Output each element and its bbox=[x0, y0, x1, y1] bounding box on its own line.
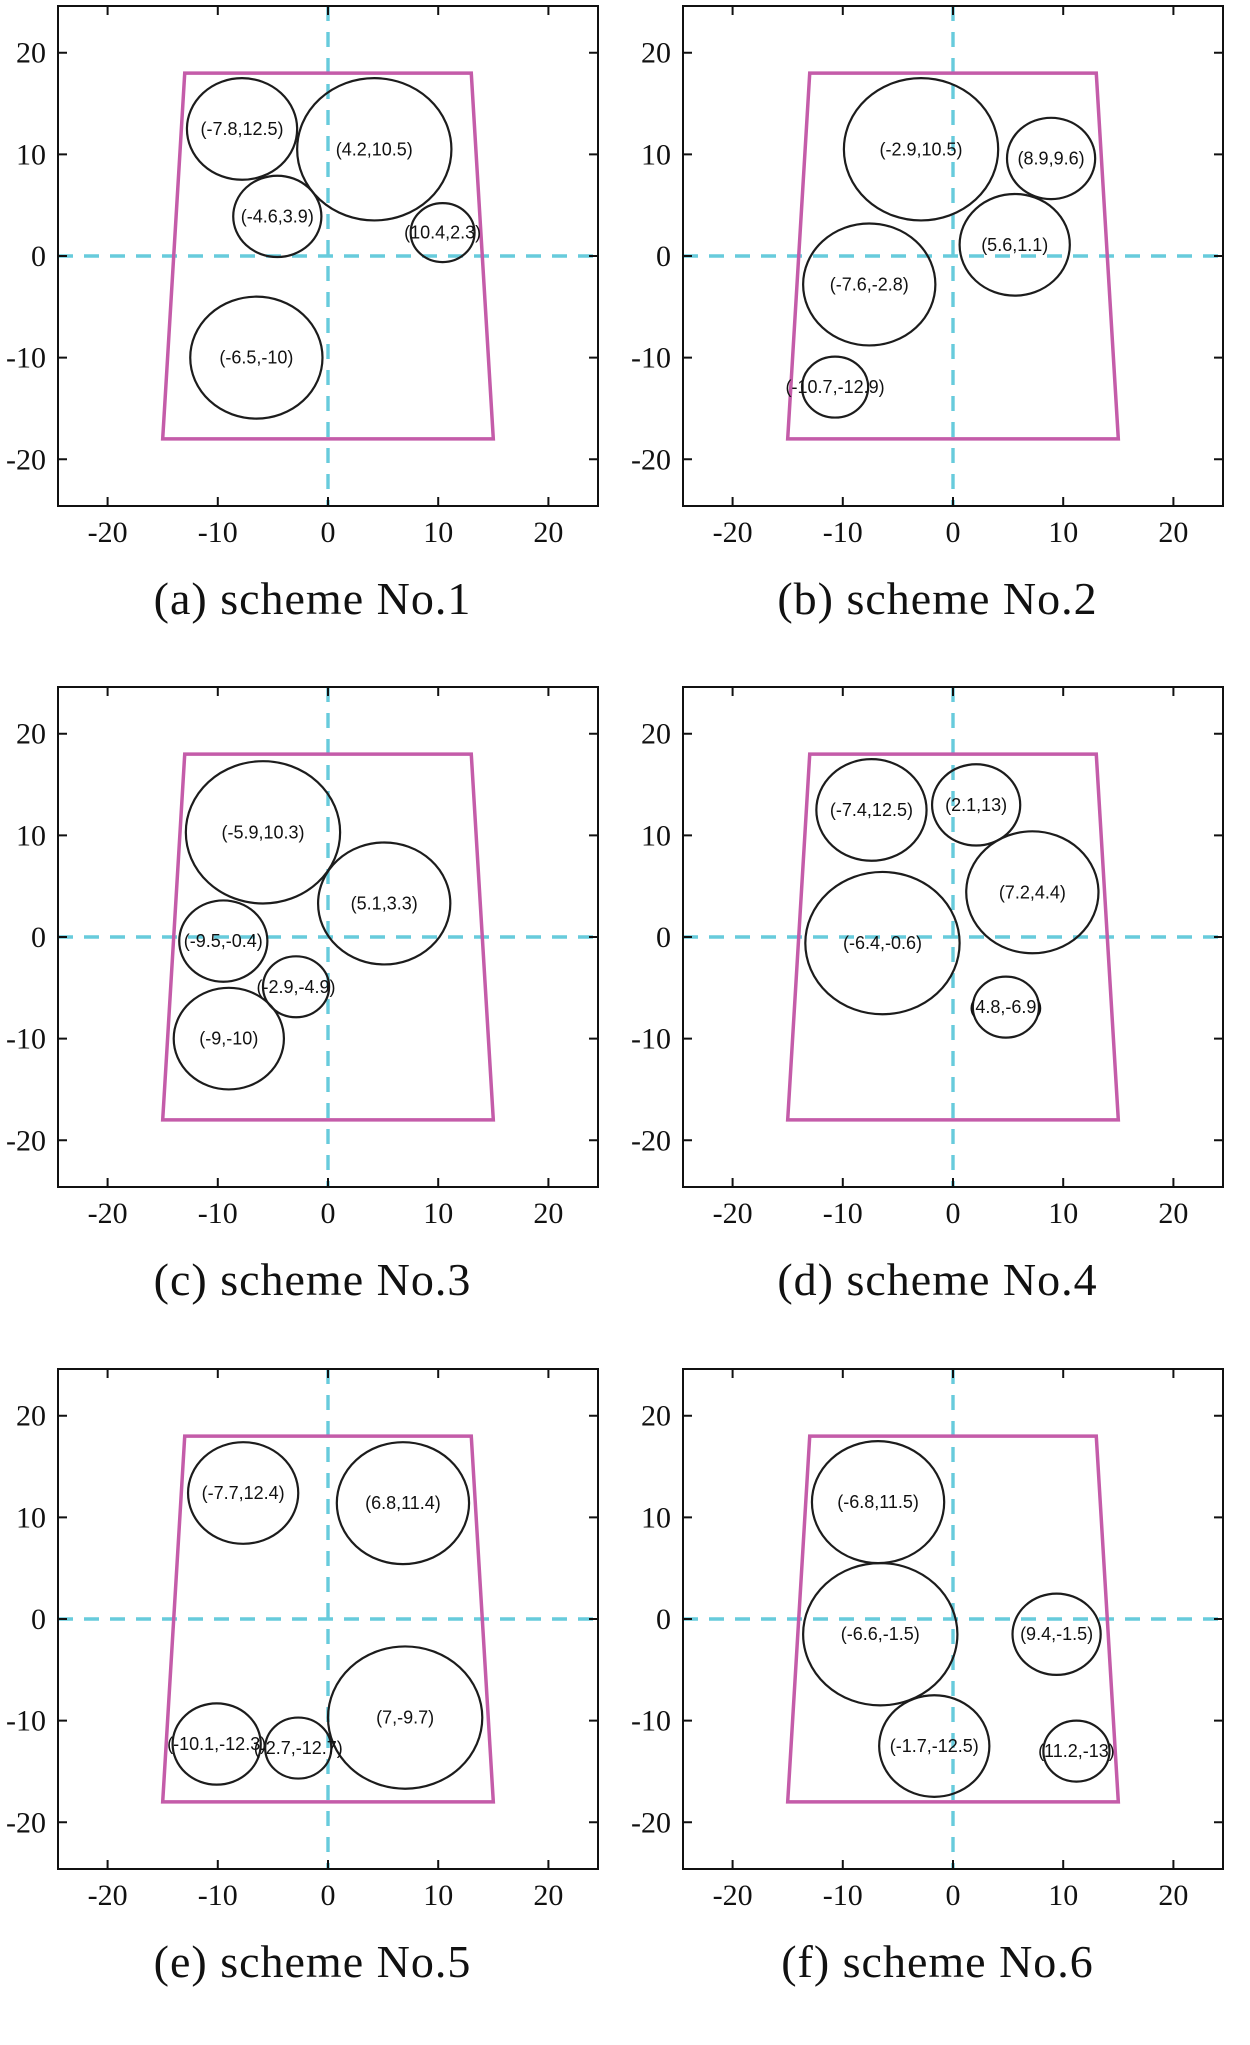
circle-label: (-7.8,12.5) bbox=[200, 118, 284, 139]
x-tick-label: 20 bbox=[533, 1197, 564, 1230]
y-tick-label: -20 bbox=[6, 1124, 46, 1158]
x-tick-label: -20 bbox=[712, 516, 753, 549]
y-tick-label: 10 bbox=[16, 819, 46, 853]
y-tick-label: -10 bbox=[631, 341, 671, 375]
x-tick-label: -20 bbox=[712, 1197, 753, 1230]
y-tick-label: -10 bbox=[631, 1022, 671, 1056]
circle-label: (-4.6,3.9) bbox=[240, 206, 314, 227]
circle-label: (7,-9.7) bbox=[376, 1707, 435, 1728]
y-tick-label: 20 bbox=[16, 36, 46, 70]
x-tick-label: 20 bbox=[1158, 1879, 1189, 1912]
x-tick-label: 10 bbox=[1048, 1879, 1079, 1912]
circle-label: (5.1,3.3) bbox=[350, 893, 418, 914]
x-tick-label: -20 bbox=[87, 1879, 128, 1912]
circle-label: (-9,-10) bbox=[199, 1028, 259, 1049]
y-tick-label: 10 bbox=[641, 138, 671, 172]
x-tick-label: 0 bbox=[320, 516, 336, 549]
y-tick-label: 20 bbox=[16, 1399, 46, 1433]
y-tick-label: -10 bbox=[6, 341, 46, 375]
x-tick-label: 10 bbox=[423, 1879, 454, 1912]
circle-label: (4.2,10.5) bbox=[335, 139, 413, 160]
x-tick-label: 20 bbox=[1158, 1197, 1189, 1230]
circle-label: (2.1,13) bbox=[945, 794, 1008, 815]
y-tick-label: 10 bbox=[641, 1501, 671, 1535]
panel-a bbox=[0, 0, 625, 681]
y-tick-label: 20 bbox=[641, 1399, 671, 1433]
circle-label: (5.6,1.1) bbox=[981, 234, 1049, 255]
x-tick-label: 0 bbox=[945, 516, 961, 549]
circle-label: (8.9,9.6) bbox=[1017, 148, 1085, 169]
circle-label: (6.8,11.4) bbox=[365, 1493, 441, 1514]
scheme-6-plot bbox=[625, 1363, 1250, 1921]
scheme-5-plot bbox=[0, 1363, 625, 1921]
x-tick-label: -10 bbox=[822, 516, 863, 549]
circle-label: (-7.6,-2.8) bbox=[829, 274, 909, 295]
y-tick-label: -20 bbox=[631, 443, 671, 477]
x-tick-label: 10 bbox=[1048, 516, 1079, 549]
scheme-2-caption: (b) scheme No.2 bbox=[777, 573, 1098, 624]
circle-label: (7.2,4.4) bbox=[998, 882, 1066, 903]
circle-label: (10.4,2.3) bbox=[404, 222, 482, 243]
x-tick-label: 20 bbox=[533, 516, 564, 549]
x-tick-label: -20 bbox=[712, 1879, 753, 1912]
x-tick-label: 0 bbox=[320, 1879, 336, 1912]
y-tick-label: -10 bbox=[631, 1704, 671, 1738]
circle-label: (-2.9,10.5) bbox=[879, 139, 963, 160]
circle-label: (-2.9,-4.9) bbox=[256, 976, 336, 997]
scheme-3-plot bbox=[0, 681, 625, 1239]
panel-e bbox=[0, 1363, 625, 2045]
x-tick-label: 10 bbox=[423, 1197, 454, 1230]
scheme-4-plot bbox=[625, 681, 1250, 1239]
y-tick-label: -20 bbox=[6, 1806, 46, 1840]
circle-label: (-10.1,-12.3) bbox=[167, 1734, 267, 1754]
panel-d bbox=[625, 681, 1250, 1363]
scheme-2-plot bbox=[625, 0, 1250, 558]
y-tick-label: 0 bbox=[656, 921, 671, 954]
circle-label: (-1.7,-12.5) bbox=[889, 1736, 979, 1757]
x-tick-label: -10 bbox=[822, 1197, 863, 1230]
y-tick-label: 0 bbox=[31, 1603, 46, 1636]
y-tick-label: -20 bbox=[631, 1806, 671, 1840]
x-tick-label: 0 bbox=[945, 1197, 961, 1230]
x-tick-label: -20 bbox=[87, 516, 128, 549]
y-tick-label: 0 bbox=[656, 240, 671, 273]
y-tick-label: -10 bbox=[6, 1022, 46, 1056]
circle-label: (-6.6,-1.5) bbox=[840, 1624, 920, 1645]
y-tick-label: 0 bbox=[31, 240, 46, 273]
x-tick-label: 10 bbox=[1048, 1197, 1079, 1230]
circle-label: (-5.9,10.3) bbox=[221, 822, 305, 843]
circle-label: (-10.7,-12.9) bbox=[785, 377, 885, 398]
y-tick-label: 20 bbox=[641, 717, 671, 751]
y-tick-label: 0 bbox=[31, 921, 46, 954]
circle-label: (-9.5,-0.4) bbox=[183, 931, 263, 952]
scheme-5-caption: (e) scheme No.5 bbox=[153, 1936, 472, 1987]
x-tick-label: 0 bbox=[320, 1197, 336, 1230]
circle-label: (11.2,-13) bbox=[1038, 1741, 1115, 1762]
scheme-4-caption: (d) scheme No.4 bbox=[777, 1254, 1098, 1305]
y-tick-label: 10 bbox=[641, 819, 671, 853]
x-tick-label: -10 bbox=[197, 1879, 238, 1912]
scheme-3-caption: (c) scheme No.3 bbox=[153, 1254, 472, 1305]
panel-c bbox=[0, 681, 625, 1363]
scheme-1-caption: (a) scheme No.1 bbox=[153, 573, 472, 624]
circle-label: (-7.4,12.5) bbox=[829, 799, 913, 820]
y-tick-label: 20 bbox=[16, 717, 46, 751]
circle-label: (-2.7,-12.7) bbox=[253, 1738, 343, 1759]
circle-label: (-6.8,11.5) bbox=[837, 1492, 919, 1513]
x-tick-label: 10 bbox=[423, 516, 454, 549]
circle-label: (9.4,-1.5) bbox=[1020, 1624, 1094, 1645]
y-tick-label: 10 bbox=[16, 1501, 46, 1535]
x-tick-label: -10 bbox=[197, 1197, 238, 1230]
y-tick-label: -20 bbox=[631, 1124, 671, 1158]
circle-label: (-6.5,-10) bbox=[219, 347, 294, 368]
circle-label: (4.8,-6.9) bbox=[969, 997, 1043, 1018]
scheme-6-caption: (f) scheme No.6 bbox=[781, 1936, 1094, 1987]
x-tick-label: 0 bbox=[945, 1879, 961, 1912]
panel-b bbox=[625, 0, 1250, 681]
x-tick-label: -10 bbox=[822, 1879, 863, 1912]
x-tick-label: -20 bbox=[87, 1197, 128, 1230]
scheme-1-plot bbox=[0, 0, 625, 558]
y-tick-label: 10 bbox=[16, 138, 46, 172]
y-tick-label: 0 bbox=[656, 1603, 671, 1636]
x-tick-label: -10 bbox=[197, 516, 238, 549]
x-tick-label: 20 bbox=[1158, 516, 1189, 549]
y-tick-label: 20 bbox=[641, 36, 671, 70]
circle-label: (-6.4,-0.6) bbox=[842, 933, 922, 954]
panel-f bbox=[625, 1363, 1250, 2045]
y-tick-label: -10 bbox=[6, 1704, 46, 1738]
y-tick-label: -20 bbox=[6, 443, 46, 477]
circle-label: (-7.7,12.4) bbox=[201, 1482, 285, 1503]
x-tick-label: 20 bbox=[533, 1879, 564, 1912]
